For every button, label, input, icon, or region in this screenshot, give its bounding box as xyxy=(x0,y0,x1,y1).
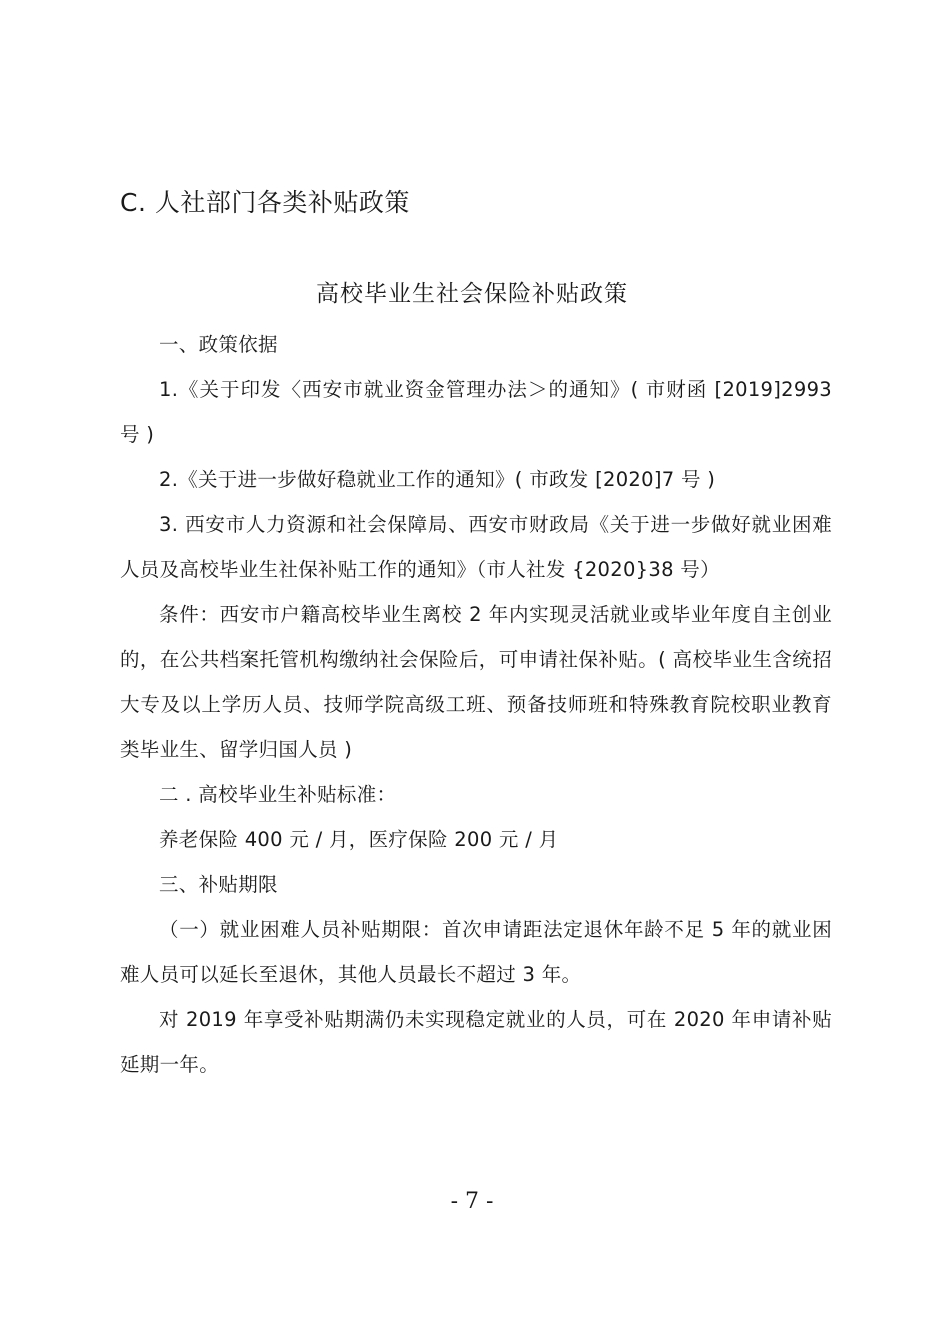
paragraph-period-item-1: （一）就业困难人员补贴期限：首次申请距法定退休年龄不足 5 年的就业困难人员可以延长至退休，其他人员最长不超过 3 年。 xyxy=(120,918,832,986)
paragraph-basis-item-2: 2.《关于进一步做好稳就业工作的通知》( 市政发 [2020]7 号 ) xyxy=(159,468,716,491)
paragraph-conditions: 条件：西安市户籍高校毕业生离校 2 年内实现灵活就业或毕业年度自主创业的，在公共档案托管机构缴纳社会保险后，可申请社保补贴。( 高校毕业生含统招大专及以上学历人员、技师学院高级工班、预备技师班和特殊教育院校职业教育类毕业生、留学归国人员 ) xyxy=(120,603,832,761)
paragraph-period-extension: 对 2019 年享受补贴期满仍未实现稳定就业的人员，可在 2020 年申请补贴延期一年。 xyxy=(120,1008,832,1076)
document-title: 高校毕业生社会保险补贴政策 xyxy=(316,281,628,307)
paragraph-basis-heading: 一、政策依据 xyxy=(159,333,278,356)
section-heading: C. 人社部门各类补贴政策 xyxy=(120,188,410,217)
paragraph-basis-item-3: 3. 西安市人力资源和社会保障局、西安市财政局《关于进一步做好就业困难人员及高校毕业生社保补贴工作的通知》（市人社发 {2020}38 号） xyxy=(120,513,832,581)
paragraph-period-heading: 三、补贴期限 xyxy=(159,873,278,896)
paragraph-basis-item-1: 1.《关于印发〈西安市就业资金管理办法＞的通知》( 市财函 [2019]2993 号 ) xyxy=(120,378,832,446)
paragraph-standard-heading: 二 . 高校毕业生补贴标准： xyxy=(159,783,397,806)
body-text xyxy=(120,322,832,1087)
paragraph-standard-amounts: 养老保险 400 元 / 月，医疗保险 200 元 / 月 xyxy=(159,828,559,851)
page-number: - 7 - xyxy=(450,1189,494,1214)
